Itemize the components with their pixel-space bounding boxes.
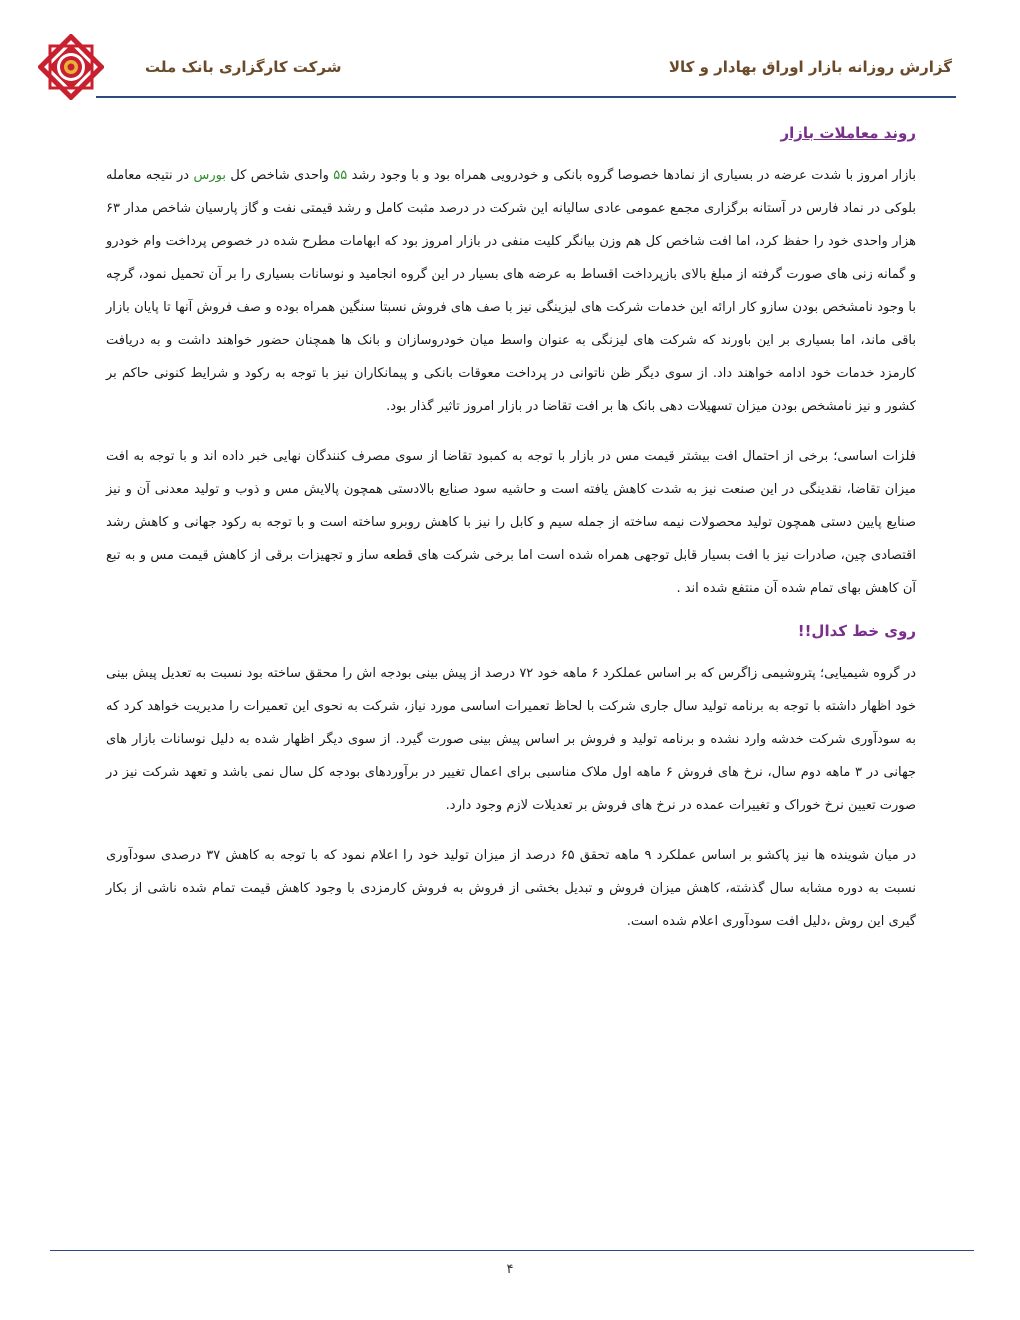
page-header	[0, 0, 1020, 104]
paragraph-petrochemical: در گروه شیمیایی؛ پتروشیمی زاگرس که بر اساس عملکرد ۶ ماهه خود ۷۲ درصد از پیش بینی بودجه اش را محقق ساخته بود نسبت به تعدیل پیش بینی خود اظهار داشته با توجه به برنامه تولید سال جاری شرکت با لحاظ تعمیرات اساسی مورد نیاز، شرکت به نحوی این تعمیرات را مدیریت خواهد کرد که به سودآوری شرکت خدشه وارد نشده و برنامه تولید و فروش بر اساس پیش بینی صورت گیرد. از سوی دیگر اظهار شده به دلیل نوسانات بازار های جهانی در ۳ ماهه دوم سال، نرخ های فروش ۶ ماهه اول ملاک مناسبی برای اعمال تغییر در برآوردهای بودجه کل سال نمی باشد و تعهد شرکت نیز در صورت تعیین نرخ خوراک و تغییرات عمده در نرخ های فروش بر تعدیلات لازم وجود دارد.	[106, 666, 917, 813]
text-span: واحدی شاخص کل	[225, 168, 334, 183]
index-growth-number: ۵۵	[333, 168, 348, 183]
paragraph-market-trend	[106, 159, 916, 423]
paragraph-base-metals: فلزات اساسی؛ برخی از احتمال افت بیشتر قیمت مس در بازار با توجه به کمبود تقاضا از سوی مصرف کنندگان نهایی خبر داده اند و با توجه به افت میزان تقاضا، نقدینگی در این صنعت نیز به شدت کاهش یافته است و حاشیه سود صنایع بالادستی همچون پالایش مس و ذوب و تولید معدنی آن و نیز صنایع پایین دستی همچون تولید محصولات نیمه ساخته از جمله سیم و کابل را نیز با کاهش روبرو ساخته است و با توجه به رکود جهانی و کاهش رشد اقتصادی چین، صادرات نیز با افت بسیار قابل توجهی همراه شده است اما برخی شرکت های قطعه ساز و تجهیزات برقی از کاهش قیمت مس و به تبع آن کاهش بهای تمام شده آن منتفع شده اند .	[106, 449, 916, 596]
company-name: شرکت کارگزاری بانک ملت	[145, 58, 342, 76]
text-span: بازار امروز با شدت عرضه در بسیاری از نمادها خصوصا گروه بانکی و خودرویی همراه بود و با وجود رشد	[347, 168, 916, 183]
bourse-word: بورس	[193, 168, 226, 183]
paragraph-detergents: در میان شوینده ها نیز پاکشو بر اساس عملکرد ۹ ماهه تحقق ۶۵ درصد از میزان تولید خود را اعلام نمود که با توجه به کاهش ۳۷ درصدی سودآوری نسبت به دوره مشابه سال گذشته، کاهش میزان فروش و تبدیل بخشی از فروش به فروش کارمزدی با وجود کاهش قیمت تمام شده ناشی از بکار گیری این روش ،دلیل افت سودآوری اعلام شده است.	[106, 848, 917, 929]
text-span: در نتیجه معامله بلوکی در نماد فارس در آستانه برگزاری مجمع عمومی عادی سالیانه این شرکت در درصد مثبت کامل و رشد قیمتی نفت و گاز پارسیان شاخص مدار ۶۳ هزار واحدی خود را حفظ کرد، اما افت شاخص کل هم وزن بیانگر کلیت منفی در بازار امروز بود که ابهامات مطرح شده در خصوص پرداخت وام خودرو و گمانه زنی های صورت گرفته از مبلغ بالای بازپرداخت اقساط به عرضه های بسیار در این گروه انجامید و نوسانات بسیاری را بر آن تحمیل نمود، گرچه با وجود نامشخص بودن سازو کار ارائه این خدمات شرکت های لیزینگی نیز با صف های فروش نسبتا سنگین همراه بوده و صف فروش آنها تا پایان بازار باقی ماند، اما بسیاری بر این باورند که شرکت های لیزنگی به عنوان واسط میان خودروسازان و بانک ها همچنان حضور خواهند داشت و به دریافت کارمزد خدمات خود ادامه خواهند داد. از سوی دیگر ظن ناتوانی در پرداخت معوقات بانکی و پیمانکاران نیز با توجه به رکود و شرایط کنونی حاکم بر کشور و نیز نامشخص بودن میزان تسهیلات دهی بانک ها بر افت تقاضا در بازار امروز تاثیر گذار بود.	[106, 168, 916, 414]
section-title-codal: روی خط کدال!!	[797, 622, 916, 640]
bank-mellat-logo-icon	[38, 34, 104, 100]
footer-divider	[50, 1250, 974, 1251]
header-divider	[96, 96, 956, 98]
page-number: ۴	[506, 1262, 514, 1277]
section-title-market-trend: روند معاملات بازار	[780, 124, 916, 142]
report-title: گزارش روزانه بازار اوراق بهادار و کالا	[668, 58, 952, 76]
report-body	[106, 124, 916, 955]
